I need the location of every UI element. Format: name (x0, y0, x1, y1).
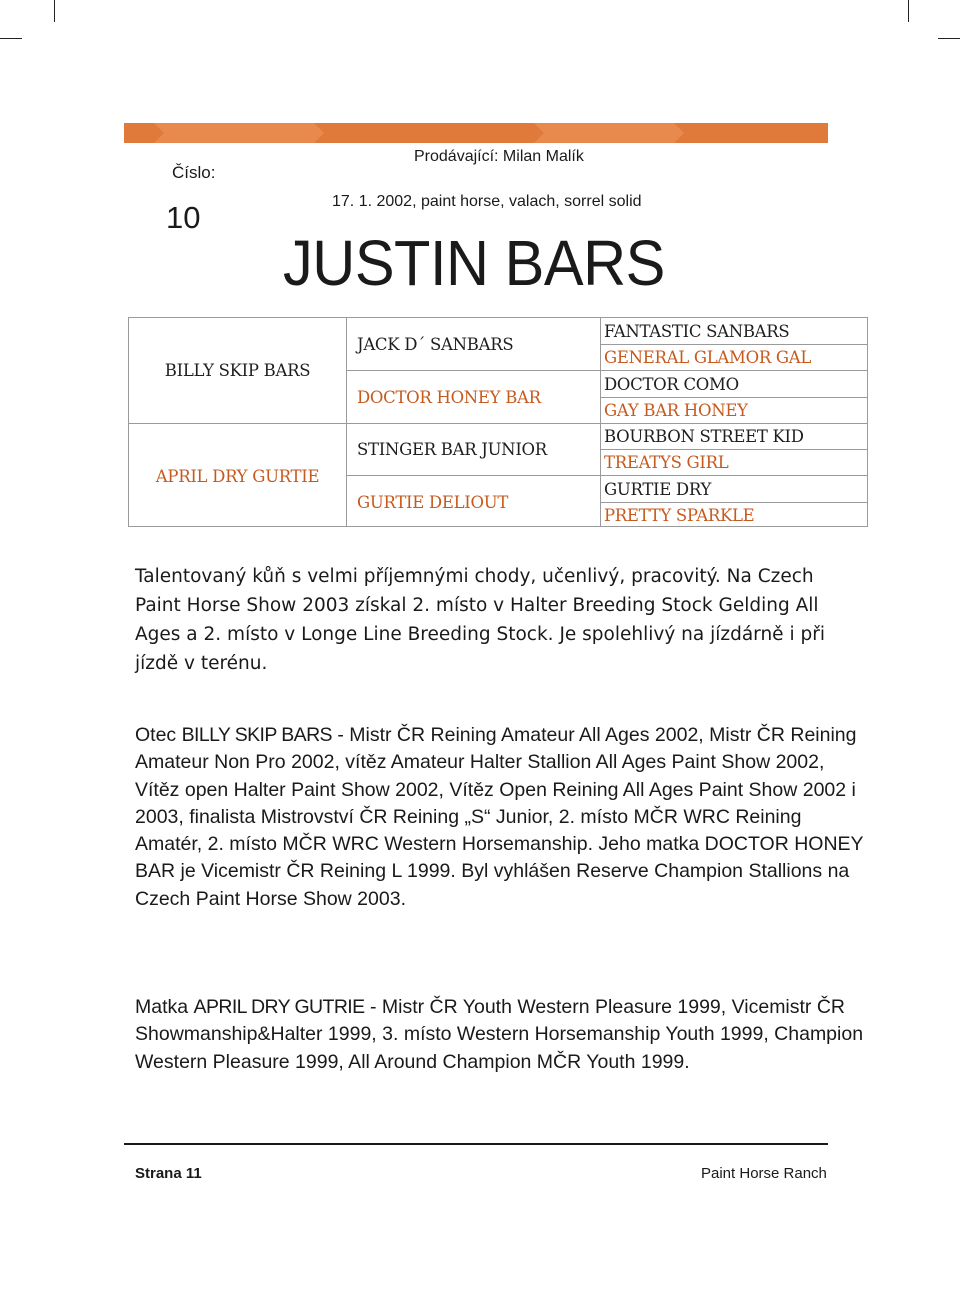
pedigree-generation-3 (601, 318, 867, 526)
crop-mark (938, 38, 960, 39)
dam-text: - Mistr ČR Youth Western Pleasure 1999, Vicemistr ČR Showmanship&Halter 1999, 3. místo Western Horsemanship Youth 1999, Champion Western Pleasure 1999, All Around Champion MČR Youth 1999. (135, 996, 864, 1073)
seller: Prodávající: Milan Malík (414, 148, 584, 165)
pedigree-cell: GURTIE DRY (601, 475, 867, 502)
pedigree-cell: JACK D´ SANBARS (357, 334, 514, 354)
footer-brand: Paint Horse Ranch (701, 1165, 827, 1182)
pedigree-cell: TREATYS GIRL (601, 449, 867, 475)
crop-mark (54, 0, 55, 22)
sire-name: BILLY SKIP BARS (181, 724, 332, 746)
horse-details: 17. 1. 2002, paint horse, valach, sorrel solid (332, 193, 642, 210)
dam-paragraph (135, 994, 865, 1076)
pedigree-generation-1 (129, 318, 347, 526)
sire-prefix: Otec (135, 724, 182, 746)
pedigree-cell: GENERAL GLAMOR GAL (601, 344, 867, 370)
pedigree-cell: DOCTOR HONEY BAR (347, 370, 600, 423)
pedigree-cell: GURTIE DELIOUT (347, 475, 600, 528)
banner-chevron (154, 123, 334, 143)
pedigree-cell: STINGER BAR JUNIOR (347, 423, 600, 475)
pedigree-sire: BILLY SKIP BARS (164, 361, 311, 380)
page-number: Strana 11 (135, 1165, 202, 1182)
sire-paragraph (135, 722, 865, 913)
pedigree-cell: FANTASTIC SANBARS (604, 321, 790, 341)
pedigree-cell: DOCTOR COMO (601, 370, 867, 397)
horse-description: Talentovaný kůň s velmi příjemnými chody, učenlivý, pracovitý. Na Czech Paint Horse Show 2003 získal 2. místo v Halter Breeding Stock Gelding All Ages a 2. místo v Longe Line Breeding Stock. Je spolehlivý na jízdárně i při jízdě v terénu. (135, 566, 825, 674)
pedigree-generation-2 (347, 318, 601, 526)
number-label: Číslo: (172, 163, 216, 182)
pedigree-table (128, 317, 868, 527)
footer-divider (124, 1143, 828, 1145)
banner-chevron (314, 123, 554, 143)
banner-chevron (534, 123, 694, 143)
crop-mark (908, 0, 909, 22)
header-banner (124, 123, 828, 143)
pedigree-cell: GAY BAR HONEY (601, 397, 867, 423)
pedigree-dam: APRIL DRY GURTIE (129, 423, 346, 528)
crop-mark (0, 38, 22, 39)
number-value: 10 (166, 200, 201, 235)
pedigree-cell: BOURBON STREET KID (601, 423, 867, 449)
pedigree-cell: PRETTY SPARKLE (601, 502, 867, 528)
dam-prefix: Matka (135, 996, 194, 1018)
page-title: JUSTIN BARS (283, 227, 665, 299)
banner-chevron (674, 123, 828, 143)
dam-name: APRIL DRY GUTRIE (193, 996, 365, 1018)
sire-text: - Mistr ČR Reining Amateur All Ages 2002, Mistr ČR Reining Amateur Non Pro 2002, vítěz Amateur Halter Stallion All Ages Paint Show 2002, Vítěz open Halter Paint Show 2002, Vítěz Open Reining All Ages Paint Show 2002 i 2003, finalista Mistrovství ČR Reining „S“ Junior, 2. místo MČR WRC Reining Amatér, 2. místo MČR WRC Western Horsemanship. Jeho matka DOCTOR HONEY BAR je Vicemistr ČR Reining L 1999. Byl vyhlášen Reserve Champion Stallions na Czech Paint Horse Show 2003. (135, 724, 864, 910)
